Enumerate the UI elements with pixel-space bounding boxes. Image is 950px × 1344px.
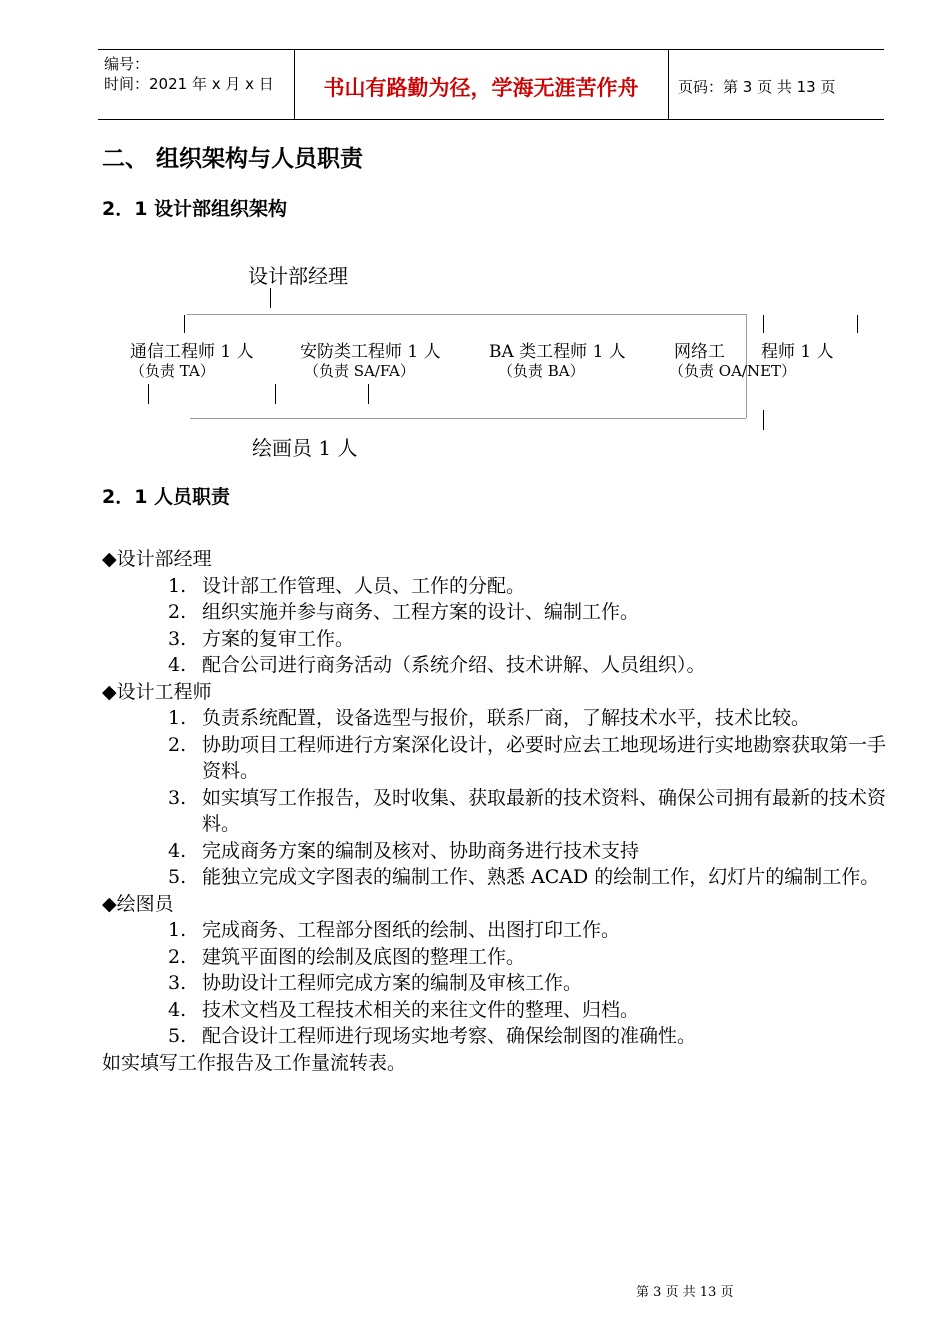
duties-heading: 2．1 人员职责 [102,486,231,508]
document-date: 时间：2021 年 x 月 x 日 [104,75,274,93]
list-number: 5. [168,866,187,888]
duty-list [102,705,892,891]
document-number-label: 编号： [104,55,150,73]
org-ba-engineer: BA 类工程师 1 人 [489,342,626,362]
role-block [102,679,892,891]
org-drafter: 绘画员 1 人 [252,436,358,460]
list-number: 1. [168,574,187,597]
org-connector [270,288,271,308]
org-comm-engineer: 通信工程师 1 人 [130,342,254,362]
list-item [102,1023,892,1050]
list-number: 3. [168,972,187,994]
header-meta [104,54,274,94]
list-item [102,573,892,600]
org-connector [763,410,764,430]
org-network-engineer-part2: 程师 1 人 [761,342,834,362]
list-text: 完成商务方案的编制及核对、协助商务进行技术支持 [202,839,640,862]
list-number: 4. [168,654,187,676]
list-text: 完成商务、工程部分图纸的绘制、出图打印工作。 [202,919,621,941]
list-text: 能独立完成文字图表的编制工作、熟悉 ACAD 的绘制工作，幻灯片的编制工作。 [202,866,880,888]
org-connector [275,384,276,404]
list-item [102,838,892,865]
list-text: 配合公司进行商务活动（系统介绍、技术讲解、人员组织）。 [202,654,706,676]
list-item [102,599,892,626]
list-text: 配合设计工程师进行现场实地考察、确保绘制图的准确性。 [202,1025,697,1047]
org-network-engineer-part1: 网络工 [674,342,725,362]
org-bottom-line [190,418,746,419]
header-divider [668,50,669,119]
list-item [102,970,892,997]
page-footer: 第 3 页 共 13 页 [636,1285,734,1300]
header-motto: 书山有路勤为径，学海无涯苦作舟 [323,76,639,100]
list-number: 3. [168,627,187,650]
list-item [102,944,892,971]
list-text: 负责系统配置，设备选型与报价，联系厂商，了解技术水平，技术比较。 [202,707,811,729]
org-security-engineer: 安防类工程师 1 人 [300,342,441,362]
list-text: 方案的复审工作。 [202,627,355,650]
list-number: 4. [168,998,187,1021]
list-number: 1. [168,707,187,729]
org-top-line [187,314,747,315]
page-header [98,49,884,120]
org-connector [368,384,369,404]
list-item [102,997,892,1024]
list-number: 4. [168,839,187,862]
list-item [102,652,892,679]
role-block [102,891,892,1050]
duty-list [102,917,892,1050]
org-security-scope: （负责 SA/FA） [304,362,415,380]
header-page-number: 页码：第 3 页 共 13 页 [678,78,836,96]
list-text: 技术文档及工程技术相关的来往文件的整理、归档。 [202,998,640,1021]
org-chart [0,250,950,465]
list-item [102,732,892,785]
role-block [102,546,892,679]
closing-note: 如实填写工作报告及工作量流转表。 [102,1051,407,1074]
duties-section [102,546,892,1076]
list-item [102,705,892,732]
org-connector [857,315,858,333]
org-connector [763,315,764,333]
list-item [102,785,892,838]
org-heading: 2．1 设计部组织架构 [102,198,288,220]
list-number: 5. [168,1025,187,1047]
list-text: 协助设计工程师完成方案的编制及审核工作。 [202,972,583,994]
section-title: 二、 组织架构与人员职责 [102,146,364,172]
org-ba-scope: （负责 BA） [498,362,585,380]
list-number: 2. [168,733,187,756]
list-number: 1. [168,919,187,941]
org-connector [148,384,149,404]
org-comm-scope: （负责 TA） [130,362,215,380]
list-item [102,864,892,891]
org-network-scope: （负责 OA/NET） [669,362,797,380]
role-title: ◆绘图员 [102,892,174,915]
list-number: 2. [168,601,187,623]
duty-list [102,573,892,679]
role-title: ◆设计部经理 [102,548,212,570]
list-text: 建筑平面图的绘制及底图的整理工作。 [202,945,526,968]
list-number: 3. [168,786,187,809]
list-number: 2. [168,945,187,968]
list-text: 协助项目工程师进行方案深化设计，必要时应去工地现场进行实地勘察获取第一手资料。 [202,733,887,782]
list-text: 设计部工作管理、人员、工作的分配。 [202,574,526,597]
list-text: 如实填写工作报告，及时收集、获取最新的技术资料、确保公司拥有最新的技术资料。 [202,786,887,835]
header-divider [294,50,295,119]
list-text: 组织实施并参与商务、工程方案的设计、编制工作。 [202,601,640,623]
org-manager: 设计部经理 [248,264,348,288]
list-item [102,626,892,653]
list-item [102,917,892,944]
org-connector [184,315,185,333]
role-title: ◆设计工程师 [102,680,212,703]
